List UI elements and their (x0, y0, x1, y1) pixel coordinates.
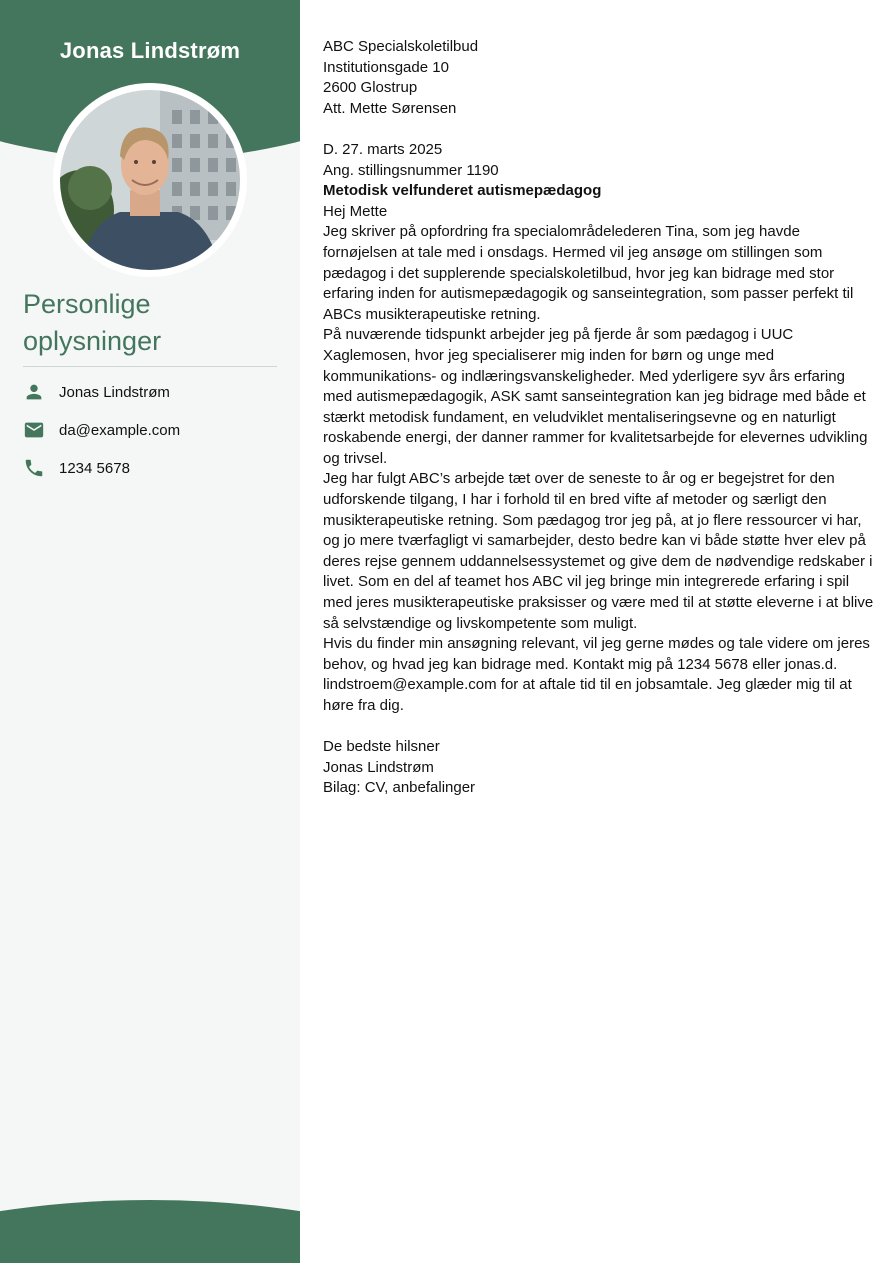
attachments: Bilag: CV, anbefalinger (323, 779, 476, 797)
footer-arc (0, 1200, 300, 1263)
recipient-address (323, 37, 875, 119)
greeting: Hej Mette (323, 202, 388, 220)
body-paragraph: Jeg har fulgt ABC’s arbejde tæt over de seneste to år og er begejstret for den udforskende tilgang, I har i forhold til en bred vifte af metoder og særligt den musikterapeutiske retning. Som pædagog tror jeg på, at jo flere ressourcer vi har, og jo mere tværfagligt vi samarbejder, desto bedre kan vi både støtte hver elev på deres rejse gennem uddannelsessystemet og give dem de nødvendige redskaber i livet. Som en del af teamet hos ABC vil jeg bringe min integrerede erfaring i spil med jeres musikterapeutiske praksisser og være med til at støtte eleverne i at blive så selvstændige og livskompetente som muligt. (323, 470, 874, 632)
contact-phone[interactable]: 1234 5678 (59, 459, 130, 477)
mail-icon (23, 419, 45, 441)
cover-letter (323, 37, 875, 799)
contact-email[interactable]: da@example.com (59, 421, 181, 439)
profile-photo-frame (53, 83, 247, 277)
date-reference (323, 140, 875, 181)
section-title-personal-info: Personlige oplysninger (23, 289, 162, 356)
recipient-line: Institutionsgade 10 (323, 58, 449, 76)
recipient-line: Att. Mette Sørensen (323, 99, 457, 117)
person-icon (23, 381, 45, 403)
closing: De bedste hilsner (323, 738, 440, 756)
contact-email-row (23, 418, 181, 442)
recipient-line: 2600 Glostrup (323, 79, 418, 97)
signature: Jonas Lindstrøm (323, 758, 434, 776)
applicant-name: Jonas Lindstrøm (59, 38, 241, 63)
section-divider (23, 366, 277, 367)
body-paragraph: På nuværende tidspunkt arbejder jeg på fjerde år som pædagog i UUC Xaglemosen, hvor jeg specialiserer mig inden for børn og unge med kommunikations- og indlæringsvanskeligheder. Med yderligere syv års erfaring med autismepædagogik, ASK samt sanseintegration kan jeg bidrage med både et stærkt metodisk fundament, en veludviklet mentaliseringsevne og en naturligt roskabende energi, der danner rammer for kvalitetsarbejde for elevernes udvikling og trivsel. (323, 326, 868, 467)
profile-photo (60, 90, 240, 270)
letter-date: D. 27. marts 2025 (323, 140, 443, 158)
contact-name: Jonas Lindstrøm (59, 383, 170, 401)
contact-phone-row (23, 456, 130, 480)
job-reference: Ang. stillingsnummer 1190 (323, 161, 499, 179)
recipient-line: ABC Specialskoletilbud (323, 38, 479, 55)
letter-subject: Metodisk velfunderet autismepædagog (323, 182, 602, 200)
body-paragraph: Jeg skriver på opfordring fra specialområdelederen Tina, som jeg havde fornøjelsen at tale med i onsdags. Hermed vil jeg ansøge om stillingen som pædagog i det supplerende specialskoletilbud, hvor jeg kan bidrage med stor erfaring inden for autismepædagogik og sanseintegration, som passer perfekt til ABCs musikterapeutiske retning. (323, 223, 854, 323)
contact-name-row (23, 380, 170, 404)
phone-icon (23, 457, 45, 479)
sidebar (0, 0, 300, 1263)
body-paragraph: Hvis du finder min ansøgning relevant, vil jeg gerne mødes og tale videre om jeres behov, og hvad jeg kan bidrage med. Kontakt mig på 1234 5678 eller jonas.d. lindstroem@example.com for at aftale tid til en jobsamtale. Jeg glæder mig til at høre fra dig. (323, 635, 870, 714)
